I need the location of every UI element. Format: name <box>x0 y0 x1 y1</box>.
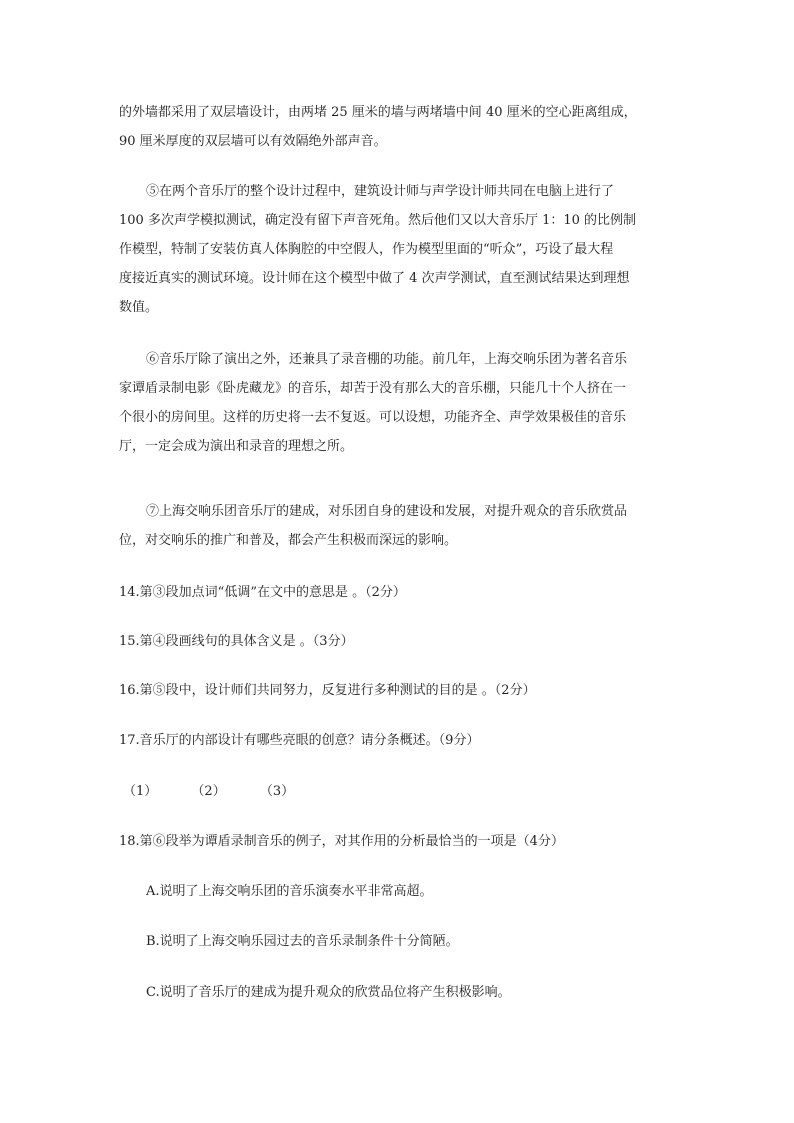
answer-part-1: （1） <box>123 784 158 799</box>
option-c: C.说明了音乐厅的建成为提升观众的欣赏品位将产生积极影响。 <box>146 985 511 1000</box>
answer-part-2: （2） <box>191 784 226 799</box>
option-a: A.说明了上海交响乐团的音乐演奏水平非常高超。 <box>146 884 433 899</box>
text-line: 家谭盾录制电影《卧虎藏龙》的音乐，却苦于没有那么大的音乐棚，只能几十个人挤在一 <box>119 381 627 396</box>
text-line: 90 厘米厚度的双层墙可以有效隔绝外部声音。 <box>119 134 387 149</box>
text-line: 数值。 <box>119 300 159 315</box>
paragraph-7 <box>119 497 679 555</box>
answer-part-3: （3） <box>259 784 295 799</box>
question-14: 14.第③段加点词“低调”在文中的意思是 。（2分） <box>119 585 406 600</box>
question-17-parts <box>123 782 324 802</box>
question-15: 15.第④段画线句的具体含义是 。（3分） <box>119 634 354 649</box>
text-line: ⑤在两个音乐厅的整个设计过程中，建筑设计师与声学设计师共同在电脑上进行了 <box>146 184 615 199</box>
paragraph-intro <box>119 98 679 156</box>
text-line: 个很小的房间里。这样的历史将一去不复返。可以设想，功能齐全、声学效果极佳的音乐 <box>119 410 627 425</box>
text-line: 作模型，特制了安装仿真人体胸腔的中空假人，作为模型里面的“听众”，巧设了最大程 <box>119 242 614 257</box>
text-line: ⑥音乐厅除了演出之外，还兼具了录音棚的功能。前几年，上海交响乐团为著名音乐 <box>146 352 628 367</box>
text-line: 的外墙都采用了双层墙设计，由两堵 25 厘米的墙与两堵墙中间 40 厘米的空心距离组成， <box>119 105 637 120</box>
text-line: ⑦上海交响乐团音乐厅的建成，对乐团自身的建设和发展，对提升观众的音乐欣赏品 <box>146 504 628 519</box>
question-17: 17.音乐厅的内部设计有哪些亮眼的创意？请分条概述。（9分） <box>119 733 480 748</box>
text-line: 位，对交响乐的推广和普及，都会产生积极而深远的影响。 <box>119 533 458 548</box>
text-line: 度接近真实的测试环境。设计师在这个模型中做了 4 次声学测试，直至测试结果达到理想 <box>119 271 630 286</box>
text-line: 100 多次声学模拟测试，确定没有留下声音死角。然后他们又以大音乐厅 1：10 的比例制 <box>119 213 637 228</box>
text-line: 厅，一定会成为演出和录音的理想之所。 <box>119 439 354 454</box>
paragraph-6 <box>119 345 679 461</box>
option-b: B.说明了上海交响乐园过去的音乐录制条件十分简陋。 <box>146 934 459 949</box>
question-18: 18.第⑥段举为谭盾录制音乐的例子，对其作用的分析最恰当的一项是（4分） <box>119 834 564 849</box>
question-16: 16.第⑤段中，设计师们共同努力，反复进行多种测试的目的是 。（2分） <box>119 683 536 698</box>
paragraph-5 <box>119 177 679 322</box>
